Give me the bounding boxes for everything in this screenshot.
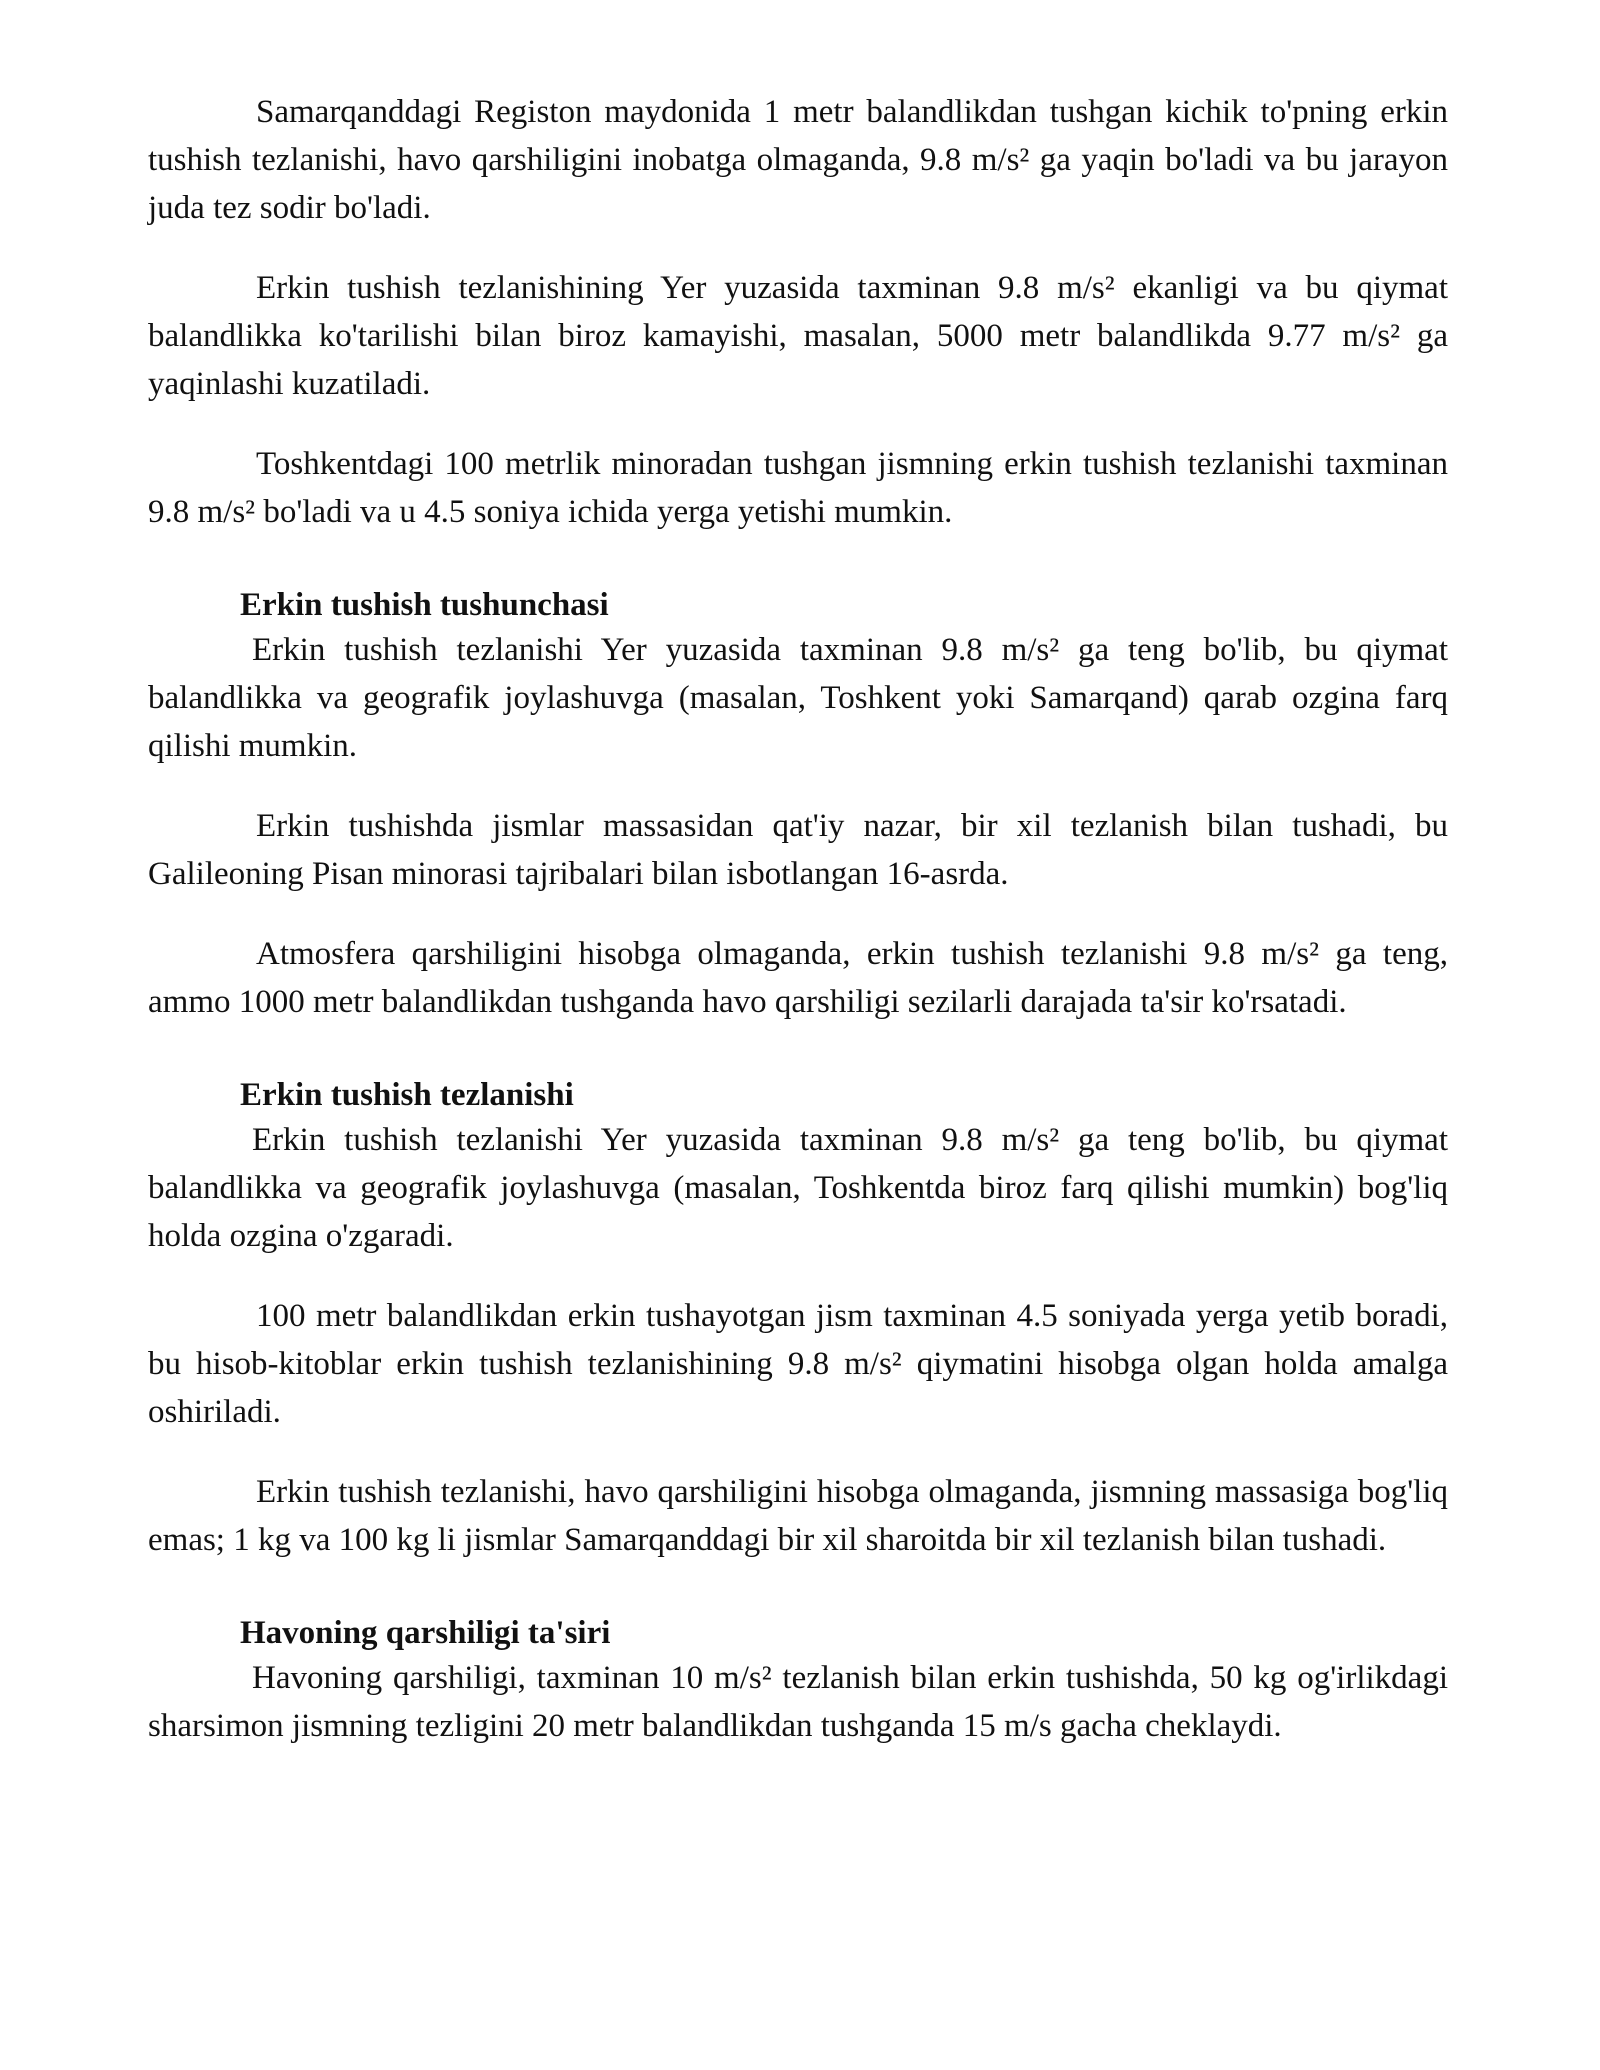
paragraph: Atmosfera qarshiligini hisobga olmaganda, erkin tushish tezlanishi 9.8 m/s² ga teng, ammo 1000 metr balandlikdan tushganda havo qarshiligi sezilarli darajada ta'sir ko'rsatadi. (148, 936, 1448, 1020)
paragraph: Havoning qarshiligi, taxminan 10 m/s² tezlanish bilan erkin tushishda, 50 kg og'irlikdagi sharsimon jismning tezligini 20 metr balandlikdan tushganda 15 m/s gacha cheklaydi. (148, 1660, 1448, 1744)
paragraph: Erkin tushish tezlanishi Yer yuzasida taxminan 9.8 m/s² ga teng bo'lib, bu qiymat balandlikka va geografik joylashuvga (masalan, Toshkentda biroz farq qilishi mumkin) bog'liq holda ozgina o'zgaradi. (148, 1122, 1448, 1254)
document-body (148, 88, 1448, 1782)
section-heading: Havoning qarshiligi ta'siri (240, 1615, 611, 1651)
paragraph: Toshkentdagi 100 metrlik minoradan tushgan jismning erkin tushish tezlanishi taxminan 9.8 m/s² bo'ladi va u 4.5 soniya ichida yerga yetishi mumkin. (148, 446, 1448, 530)
paragraph: Erkin tushish tezlanishining Yer yuzasida taxminan 9.8 m/s² ekanligi va bu qiymat balandlikka ko'tarilishi bilan biroz kamayishi, masalan, 5000 metr balandlikda 9.77 m/s² ga yaqinlashi kuzatiladi. (148, 270, 1448, 402)
paragraph: Erkin tushish tezlanishi Yer yuzasida taxminan 9.8 m/s² ga teng bo'lib, bu qiymat balandlikka va geografik joylashuvga (masalan, Toshkent yoki Samarqand) qarab ozgina farq qilishi mumkin. (148, 632, 1448, 764)
paragraph: Erkin tushishda jismlar massasidan qat'iy nazar, bir xil tezlanish bilan tushadi, bu Galileoning Pisan minorasi tajribalari bilan isbotlangan 16-asrda. (148, 808, 1448, 892)
paragraph: 100 metr balandlikdan erkin tushayotgan jism taxminan 4.5 soniyada yerga yetib boradi, bu hisob-kitoblar erkin tushish tezlanishining 9.8 m/s² qiymatini hisobga olgan holda amalga oshiriladi. (148, 1298, 1448, 1430)
paragraph: Erkin tushish tezlanishi, havo qarshiligini hisobga olmaganda, jismning massasiga bog'liq emas; 1 kg va 100 kg li jismlar Samarqanddagi bir xil sharoitda bir xil tezlanish bilan tushadi. (148, 1474, 1448, 1558)
paragraph: Samarqanddagi Registon maydonida 1 metr balandlikdan tushgan kichik to'pning erkin tushish tezlanishi, havo qarshiligini inobatga olmaganda, 9.8 m/s² ga yaqin bo'ladi va bu jarayon juda tez sodir bo'ladi. (148, 94, 1448, 226)
section-heading: Erkin tushish tushunchasi (240, 587, 609, 623)
section-heading: Erkin tushish tezlanishi (240, 1077, 574, 1113)
